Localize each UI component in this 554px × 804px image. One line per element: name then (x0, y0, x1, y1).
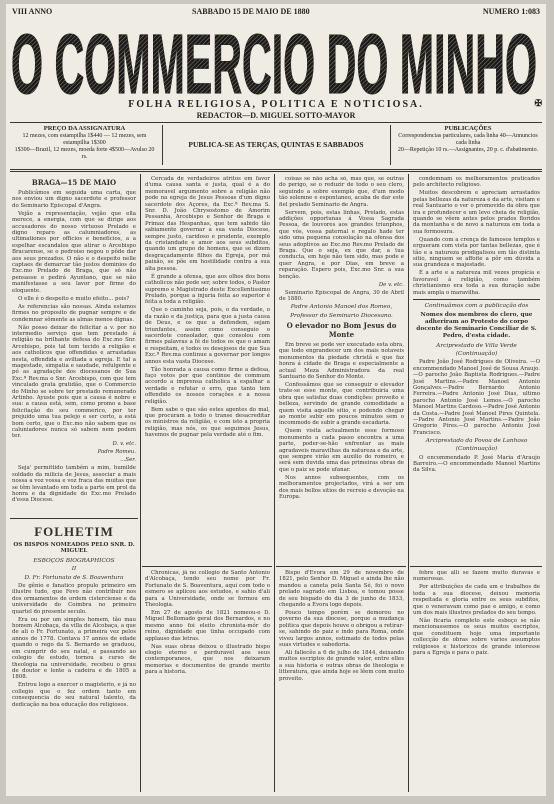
issue-date: SABBADO 15 DE MAIO DE 1880 (192, 7, 310, 16)
paragraph: Bem sabe o que são estes agentes do mal, que procuram a todo o transe desacreditar os ministros da religião, e com isto a propria religião, mas nós, os que seguimos Jesus, havemos de pugnar pela verdade até o fim. (145, 406, 270, 439)
ornament-glyph: ✠ (534, 99, 542, 109)
article-heading: BRAGA—15 DE MAIO (31, 178, 117, 187)
folhetim-section: ESBOÇOS BIOGRAPHICOS (33, 557, 115, 564)
newspaper-page (6, 4, 546, 796)
folhetim-person: D. Fr. Fortunato de S. Boaventura (24, 574, 124, 581)
paragraph: É a arte e a natureza mil vezes propícia e favoravel á religião, como também christianismo era toda a sua duração sabe mais ampla o maravilha. (413, 270, 540, 296)
subscription-heading: PREÇO DA ASSIGNATURA (43, 125, 126, 132)
signature: Padre Romeu. (97, 449, 136, 456)
column-divider (140, 174, 141, 792)
year-label: VIII ANNO (12, 7, 53, 16)
column-1-top (12, 176, 136, 516)
signature: ...Ser. (120, 457, 136, 464)
column-1-folhetim (12, 520, 136, 792)
paragraph: Não ficaria completo este esboço se não mencionassemos os seus muitos escriptos, que constituem hoje uma importante collecção de obras sobre varios assumptos religiosos e historicos de grande interesse para a Egreja e para o paiz. (413, 618, 540, 657)
issue-number: NUMERO 1:083 (482, 7, 540, 16)
paragraph: Bispo d'Evora em 29 de novembro de 1821, pelo Senhor D. Miguel e ainda lhe não mandou a caneta pela Santa Sé, foi o novo prelado sagrado em Lisboa, e tomou posse de seu bispado do dia 3 de junho de 1833, chegando a Evora logo depois. (279, 570, 404, 609)
column-divider (408, 174, 409, 792)
paragraph: Cercada de verdadeiros atritos em favor d'uma causa santa e justa, qual é a do memoravel argumento sobre a religião não pode na egreja de Jesus Pessoas d'um digno sacerdote dos Açores, da Exc.ª Rev.ma S. Snr. D. João Chrysostomo de Amorim Pessanha, Arcebispo e Senhor de Braga e Primaz das Hespanhas, que tem sabido tão sabiamente governar a sua vasta Diocese, sempre justo, caridoso e prudente, exemplo da cristandade e amor aos seus subditos, quando um grupo de homens, que se dizem desgraçadamente filhos da Egreja, por má paixão, se põe em hostilidade contra a sua alta pessoa. (145, 176, 270, 272)
paragraph: febre que allí se fazem muito duravas e numerosas. (413, 570, 540, 583)
signature: D. v. etc. (112, 441, 136, 448)
publications-line: Correspondencias particulares, cada linha 40—Annuncios cada linha (398, 133, 538, 146)
subscription-line: 1$300—Brazil, 12 mezes, moeda forte 4$500—Avulso 20 rs. (14, 147, 155, 160)
paragraph: Ali fallecêo a 6 de julho de 1844, deixando muitos escriptos de grande valor, entre elles a sua historia e outras obras de theologia e litteratura, que ainda hoje se lêem com muito proveito. (279, 650, 404, 682)
folhetim-rule (276, 566, 406, 567)
paragraph: Em 27 de agosto de 1821 nomeou-o D. Miguel Bellomado geral dos Bernardos, e no mesmo anno foi eleito chronista-mór do reino, dignidade que tinha occupado com applauso das letras. (145, 610, 270, 642)
folhetim-rule (142, 566, 272, 567)
paragraph: Vejão a representação, vejão que ella merece, a energia, com que se dirige aos accusadores do nosso virtuoso Prelado e digno reparo as calumniadores, as ultimationes por officios e benefícios, a a espelhar escandalos que atirar o Arcebispo Bracarense, se o pedroiso negou o pôde dar aos seus prezados. O não e o despeito nelle captaes de demarcar tão justos dominios do Exc.mo Prelado de Braga, que só não pensasse e pedirá Ayuntano, que se não manifestasse a seu lavor por firme do eloquente. (12, 210, 136, 294)
article-heading: O elevador no Bom Jesus do Monte (286, 320, 397, 339)
paragraph: Era ou por um simples homem, tão mau homem Alcobaça, da villa de Alcobaça, a que de ali o Fr. Fortunato, a primeira vez pelos annos de 1778. Contava 17 annos de edade quando o rego da S. Bernardo se graduou, em cumprir do seu natal, e passando ao colegio de estudo, tornou a curso de theologia na universidade, recebeu o grau de doutor e lente a cadeira e de 1805 a 1808. (12, 616, 136, 681)
author-name: Padre Antonio Manoel dos Romeo, (290, 304, 393, 311)
paragraph: Seja' permittido também a mim, humilde soldado da milicia de Jesus, associar a mais nossa a voz vossa e voz fraca das muitas que se têm levantado em toda a parte em prol da honra e da dignidade do Exc.mo Prelado d'essa Diocese. (12, 465, 136, 504)
folhetim-rule (10, 518, 138, 519)
folhetim-title: FOLHETIM (34, 524, 114, 539)
publications-line: 20—Repetição 10 rs.—Assignantes, 20 p. c. d'abatimento. (397, 147, 539, 153)
column-3-bottom (279, 570, 404, 792)
continuation-label: (Continuação) (455, 446, 498, 453)
masthead-subtitle: FOLHA RELIGIOSA, POLITICA E NOTICIOSA. (128, 99, 424, 110)
paragraph: Não posso deixar de felicitar a v. por no intermedio serviço que tem prestado á religião na brilhante defesa do Exc.mo Snr. Arcebispo, pois tal tem tecido a religião e aos catholicos que offendidas e arrastadas nesta, offendida e aviltada a egreja. E tal a magestade, simpatia e saudade, refulgente e pó as agradaçõe dos diocesanos de Sua Exc.ª Rev.ma o Snr. Arcebispo, com que tem vinculado grata gratidão, que o Commercio do Minho se sobre ter prestado remunerado Artinho. Ayuste pois que a causa é nobre e sua: a causa está, sem, como promo a base felicitação do seu commerico, por ter prejuido uma tua pelejo e ser certo, a está bom certo, que o Exc.mo não sabem que os caluniadores nunca só sabem nem podem ter. (12, 324, 136, 440)
paragraph: O encommendado P. José Maria d'Araujo Barreiro.—O encommendado Manoel Martins da Silva. (413, 454, 540, 474)
folhetim-number: II (71, 566, 77, 573)
masthead-title: O COMMERCIO DO MINHO (11, 20, 537, 111)
paragraph: Publicâmos em seguida uma carta, que nos enviou um digno sacerdote e professor do Seminario Episcopal d'Angra. (12, 190, 136, 209)
paragraph: Tão honrada a causa como firme a defesa, faço votos por que continue de commum accordo a imprensa catholica a espalhar a verdade e refutar o erro, que tanto tem offendido os nossos corações e a nossa religião. (145, 366, 270, 405)
dateline: Seminario Episcopal de Angra, 30 de Abril de 1880. (279, 289, 404, 303)
paragraph: Padre João José Rodrigues de Oliveira. —O encommendado Manoel José de Sousa Araujo.—O parocho João Baptista Rodrigues.—Padre José Martins.—Padre Manoel Antonio Gonçalves.—Padre Bernardo Antonio Ferreira.—Padre Antonio José Dias, ultimo parocho Antonio José Lemos.—O parocho Manoel Martins Cardoso.—Padre José Antonio da Costa.—Padre José Manoel Pires Quintela.—Padre Antonio José Martins.—Padre João Gregorio Pires.—O parocho Antonio José Francisco. (413, 359, 540, 436)
paragraph: É grande a ofensa, que aos olhos dos bons catholicos não pode ser, sobre todos, o Pastor supremo e Magistrado deste Excellentissimo Prelado, porque a injuria feita ao superior é feita a toda a religião. (145, 273, 270, 306)
paragraph: Confessâmos que se conseguir o elevador trate-se esse monte, que contribuiria uma obra que satisfaz duas condições: proveito e belleza, servindo de grande comodidade a quem visita aquelle sitio, e podendo chegar ao monte subir em poucos minutos sem o incommodo de subir a grande escadaria. (279, 381, 404, 427)
column-2-bottom (145, 570, 270, 792)
masthead-hatching: O COMMERCIO DO MINHO (11, 20, 537, 111)
subscription-box (12, 125, 157, 167)
column-3-top (279, 176, 404, 562)
article-heading: Nomes dos membros do clero, que adheriram ao Protesto do corpo docente do Seminario Conciliar de S. Pedro, d'esta cidade. (416, 311, 537, 339)
rule (10, 169, 542, 170)
column-2-top (145, 176, 270, 562)
divider (390, 125, 391, 165)
section-intro: Continuâmos com a publicação dos (424, 303, 529, 310)
paragraph: Entrou logo a exercer o magisterio, e já no collegio que o fez ordem tanto em consequencia do seu natural talento, da dedicação na boa educação dos religiosos. (12, 682, 136, 708)
publications-heading: PUBLICAÇÕES (444, 125, 492, 132)
schedule-line: PUBLICA-SE AS TERÇAS, QUINTAS E SABBADOS (188, 140, 364, 149)
paragraph: Nas suas obras deixou o illustrado bispo elogio eterno e perduravel aos seus contemporaneos, que nos deixaram memorias e documentos de grande merito para a historia. (145, 643, 270, 676)
paragraph: Servem, pois, estas linhas, Prelado, estas addições opportunas á Vossa Sagrada Pessoa, de louvores aos grandes triunphos, que vós, vossa paternal e regalo hade ter sido uma pequena consolação na ofensa dos seus adoptivos ao Exc.mo Rev.mo Prelado de Braga. Que o seja, ex que dar, a tua conducta, em hoje não tem sido, mas pode e quer Angra, e por Dias, em breve a reparação. Espero pois, Exc.mo Snr. a sua benção. (279, 209, 404, 280)
subscription-line: 12 mezes, com estampilha 1$440 — 12 mezes, sem estampilha 1$300 (22, 133, 147, 146)
column-divider (274, 174, 275, 792)
publications-box (396, 125, 540, 167)
editor-line: REDACTOR—D. MIGUEL SOTTO-MAYOR (196, 111, 356, 120)
district-heading: Arciprestado de Villa Verde (436, 342, 517, 349)
author-title: Professor do Seminario Diocesano. (290, 312, 393, 319)
folhetim-rule (410, 566, 542, 567)
paragraph: O elle é o despeito e muito efeito... pois? (18, 295, 130, 302)
paragraph: Que o caminho seja, pois, o da verdade, o da razão e da justiça, para que a justa causa de Deus, e os que a defendem, sejam triunfantes, assim como conseguio o sacerdote consolador, que consolou com firmes palavras a fé de todos os que o amam e respeitam, e todos os desejosos de que Sua Exc.ª Rev.ma continue a governar por longos annos esta vasta Diocese. (145, 307, 270, 365)
paragraph: Em breve se pode ver executado esta obra, que todo engrandecer um dos mais notaveis monumentos da piedade christã e que faz honra á cidade de Braga e especialmente a actual Meza Administradora da real Santuario do Senhor do Monte. (279, 341, 404, 380)
paragraph: Quando com a crença de famosos templos e ergueram com vista por tantas bellezas, que é tão e a natureza prodigalisou em tão distinta sitio, ninguem se affoite a pôr em dúvida a sua grandeza e majestade. (413, 236, 540, 269)
folhetim-subtitle: OS BISPOS NOMEADOS PELO SNR. D. MIGUEL (13, 542, 135, 555)
rule (10, 122, 542, 123)
column-4-top (413, 176, 540, 562)
signature: De v. etc. (378, 281, 404, 288)
paragraph: condemnam os melhoramentos praticados pelo architecto religioso. (413, 176, 540, 189)
paragraph: Pouco tempo porém se demorou no governo da sua diocese, porque a mudança politica que depois houve o obrigou a retirar-se, sahindo do paiz e indo para Roma, onde viveu largos annos, estimado de todos pelas suas virtudes e sabedoria. (279, 610, 404, 649)
paragraph: Chronicas, jã no collegio de Santo Antonio d'Alcobaça, tendo seu nome por Fr. Fortunato de S. Boaventura, aqui com todo o esmero se aplicou aos estudos, e sahio d'ali para a Universidade, onde se formou em Theologia. (145, 570, 270, 609)
rule (413, 299, 540, 300)
paragraph: De gênio e fanatico propulo primeiro em illustre tudo, que Fevo não contribuir nos dos ormamentos de ordem cisterciense e da universidade do Coimbra no primeiro quartel do presente seculo. (12, 583, 136, 615)
paragraph: Quem visita actualmente esse formoso monumento a cada passo encontra a uma parte, poder-se-hão enfrentar as mais agradaveis maravilhas da natureza e da arte, que sempre virão em auxilio do romeiro, e será sem duvida uma das primeiras obras de que o paiz se pode ufanar. (279, 428, 404, 473)
paragraph: Por attribuições de cada um e trabalhos de toda a sua diocese, deixou memoria respeitada e gloria entre os seus subditos, que o veneravam como pae e amigo, e como um dos mais illustres prelados do seu tempo. (413, 584, 540, 617)
top-line (12, 7, 540, 19)
continuation-label: (Continuação) (455, 350, 498, 357)
paragraph: coisas se não acha só, mas que, se outras do perigo, se o reduzir de todo o seu clero, seguindo a sobre exemplo que, d'um modo tão solemne e espontaneo, acaba de dar este fiel prelado Seminario de Angra. (279, 176, 404, 208)
divider (162, 125, 163, 165)
paragraph: As referencias são nossas. Ainda estamos firmes no proposito de pugnar sempre e de condemnar sômente as almas menos dignas. (12, 303, 136, 323)
paragraph: Muitos descobrem e apreciam arrastados pelas bellezas da natureza e da arte, visitam e real Santuario o ver o promovido da obra que ira e profundecer e um levo cheia de religião, quando se vêem antes pelos prados floridos da montanha e de novo a natureza em toda a sua formosura. (413, 190, 540, 235)
paragraph: Nos annos subsequentes, com os melhoramentos projectados, virá a ser um dos mais bellos sitios de recreio e devoção na Europa. (279, 474, 404, 501)
rule (10, 171, 542, 172)
district-heading: Arciprestado da Povoa de Lanhoso (425, 437, 528, 444)
column-4-bottom (413, 570, 540, 792)
